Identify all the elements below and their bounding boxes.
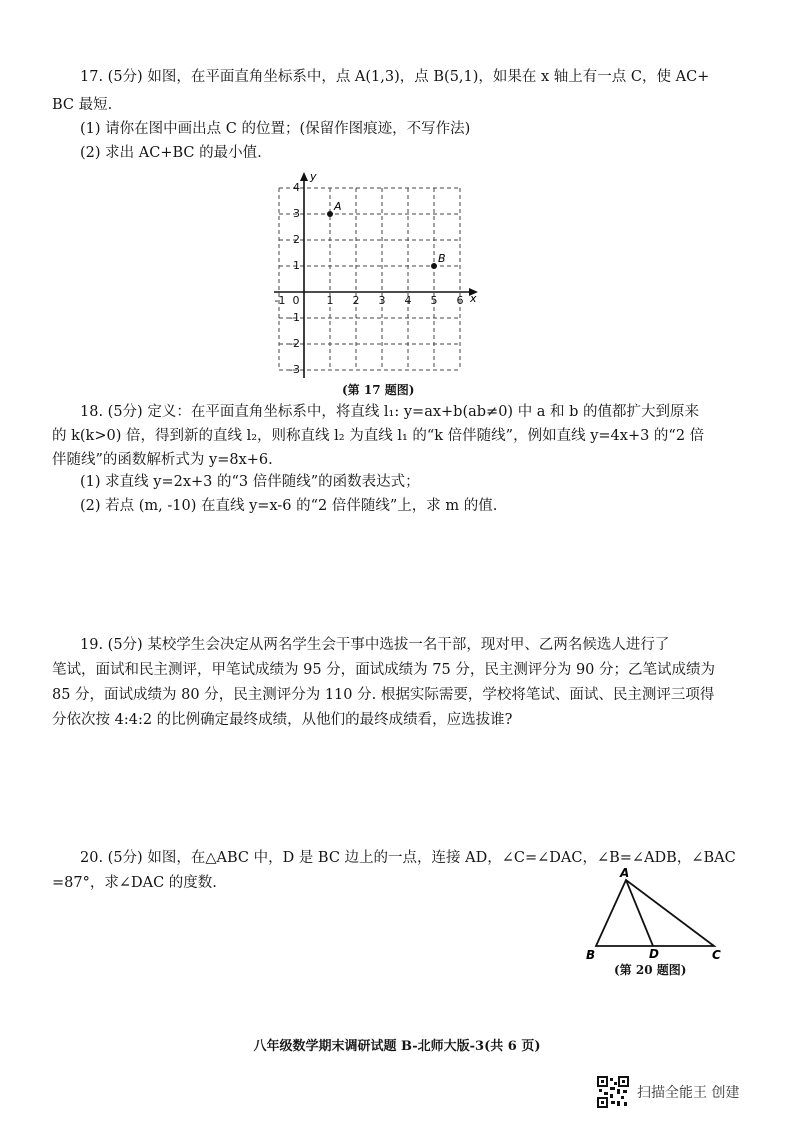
vertex-c-label: C xyxy=(712,948,721,962)
q18-part-1: (1) 求直线 y=2x+3 的“3 倍伴随线”的函数表达式； xyxy=(80,474,420,490)
x-tick-label: 3 xyxy=(378,294,386,307)
q17-part-1: (1) 请你在图中画出点 C 的位置；(保留作图痕迹，不写作法) xyxy=(80,121,471,137)
q17-part-2: (2) 求出 AC+BC 的最小值. xyxy=(80,145,262,161)
point-a xyxy=(327,211,333,217)
q19-line-1: 19. (5分) 某校学生会决定从两名学生会干事中选拔一名干部，现对甲、乙两名候选人进行了 xyxy=(80,637,670,653)
y-tick-label: 3 xyxy=(293,207,300,220)
x-tick-label: 4 xyxy=(404,294,412,307)
q19-line-3: 85 分，面试成绩为 80 分，民主测评分为 110 分. 根据实际需要，学校将笔试、面试、民主测评三项得 xyxy=(52,687,715,703)
q18-line-3: 伴随线”的函数解析式为 y=8x+6. xyxy=(52,452,273,468)
page-footer: 八年级数学期末调研试题 B-北师大版-3(共 6 页) xyxy=(253,1039,541,1054)
q20-line-1: 20. (5分) 如图，在△ABC 中，D 是 BC 边上的一点，连接 AD，∠C=∠DAC，∠B=∠ADB，∠BAC xyxy=(80,850,736,866)
x-tick-label: 0 xyxy=(292,294,300,307)
q19-line-2: 笔试，面试和民主测评，甲笔试成绩为 95 分，面试成绩为 75 分，民主测评分为 90 分；乙笔试成绩为 xyxy=(52,662,716,678)
x-tick-label: 6 xyxy=(456,294,464,307)
q19-line-4: 分依次按 4:4:2 的比例确定最终成绩，从他们的最终成绩看，应选拔谁? xyxy=(52,712,513,728)
q20-line-2: =87°，求∠DAC 的度数. xyxy=(52,875,217,891)
q17-coordinate-grid xyxy=(270,170,492,382)
x-tick-label: 2 xyxy=(352,294,360,307)
x-tick-label: 1 xyxy=(326,294,334,307)
vertex-b-label: B xyxy=(586,948,596,962)
y-axis-arrow xyxy=(300,172,308,181)
q20-caption: (第 20 题图) xyxy=(614,963,687,977)
y-tick-label: 4 xyxy=(293,181,300,194)
vertex-a-label: A xyxy=(620,866,630,880)
q17-line-1: 17. (5分) 如图，在平面直角坐标系中，点 A(1,3)，点 B(5,1)，如果在 x 轴上有一点 C，使 AC+ xyxy=(80,69,710,85)
q18-line-1: 18. (5分) 定义：在平面直角坐标系中，将直线 l₁: y=ax+b(ab≠0) 中 a 和 b 的值都扩大到原来 xyxy=(80,404,700,420)
q17-caption: (第 17 题图) xyxy=(342,383,415,397)
q17-line-2: BC 最短. xyxy=(52,97,113,113)
q18-line-2: 的 k(k>0) 倍，得到新的直线 l₂，则称直线 l₂ 为直线 l₁ 的“k 倍伴随线”，例如直线 y=4x+3 的“2 倍 xyxy=(52,428,705,444)
y-tick-label: -1 xyxy=(289,311,300,324)
watermark-text: 扫描全能王 创建 xyxy=(637,1085,740,1101)
y-axis-label: y xyxy=(310,170,317,183)
point-b-label: B xyxy=(438,252,446,265)
grid-lines xyxy=(279,188,460,370)
x-tick-label: 5 xyxy=(430,294,438,307)
triangle-abc xyxy=(596,880,714,946)
point-b xyxy=(431,263,437,269)
y-tick-label: -3 xyxy=(289,363,300,376)
point-a-label: A xyxy=(334,200,342,213)
x-tick-label: -1 xyxy=(274,294,286,307)
x-axis-label: x xyxy=(470,292,477,305)
y-tick-label: 2 xyxy=(293,233,300,246)
q18-part-2: (2) 若点 (m, -10) 在直线 y=x-6 的“2 倍伴随线”上，求 m 的值. xyxy=(80,498,498,514)
vertex-d-label: D xyxy=(649,947,659,961)
qr-code-icon xyxy=(597,1076,629,1108)
y-tick-label: -2 xyxy=(289,337,300,350)
scanner-watermark xyxy=(597,1076,739,1108)
y-tick-label: 1 xyxy=(293,259,300,272)
q20-triangle-figure xyxy=(580,866,730,966)
